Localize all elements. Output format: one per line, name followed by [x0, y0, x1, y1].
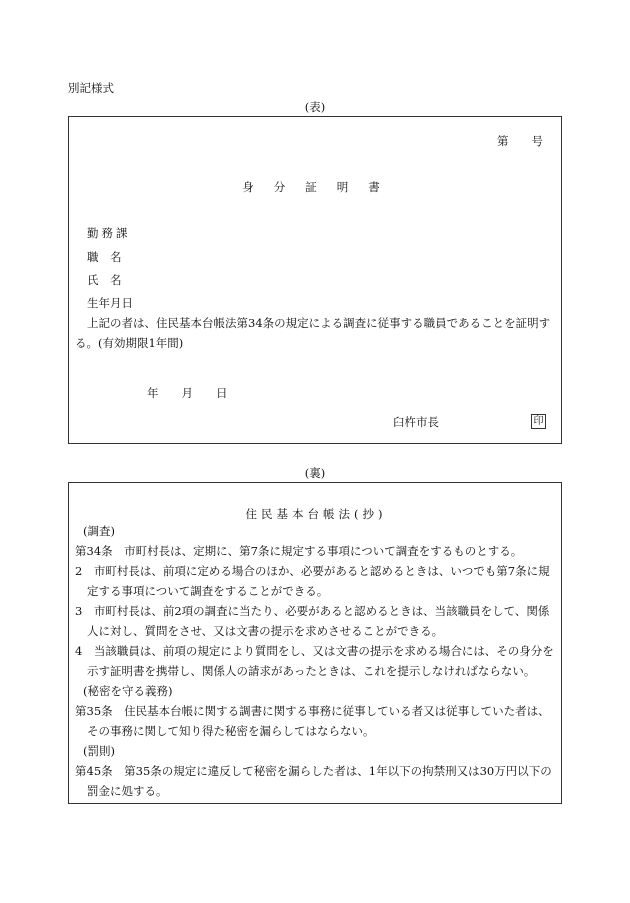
field-name: 氏 名	[87, 273, 122, 287]
number-label: 第 号	[497, 134, 543, 148]
statement: 上記の者は、住民基本台帳法第34条の規定による調査に従事する職員であることを証明する。(有効期限1年間)	[75, 316, 551, 350]
article-34-para-4: 4 当該職員は、前項の規定により質問をし、又は文書の提示を求める場合には、その身分を示す証明書を携帯し、関係人の請求があったときは、これを提示しなければならない。	[75, 644, 554, 678]
article-45: 第45条 第35条の規定に違反して秘密を漏らした者は、1年以下の拘禁刑又は30万円以下の罰金に処する。	[75, 764, 552, 798]
card-title: 身分証明書	[242, 180, 400, 194]
article-35: 第35条 住民基本台帳に関する調書に関する事務に従事している者又は従事していた者は、その事務に関して知り得た秘密を漏らしてはならない。	[75, 704, 550, 738]
issuer: 臼杵市長	[393, 415, 439, 429]
date-line: 年 月 日	[147, 386, 228, 400]
back-side-label: (裏)	[304, 466, 326, 480]
heading-penalty: (罰則)	[83, 744, 115, 758]
form-label: 別記様式	[68, 81, 114, 95]
seal-stamp: 印	[531, 414, 546, 429]
article-34-para-2: 2 市町村長は、前項に定める場合のほか、必要があると認めるときは、いつでも第7条に規定する事項について調査をすることができる。	[75, 564, 550, 598]
article-34: 第34条 市町村長は、定期に、第7条に規定する事項について調査をするものとする。	[75, 544, 523, 558]
field-department: 勤務課	[87, 226, 131, 240]
back-card	[68, 482, 562, 804]
article-34-para-3: 3 市町村長は、前2項の調査に当たり、必要があると認めるときは、当該職員をして、関係人に対し、質問をさせ、又は文書の提示を求めさせることができる。	[75, 604, 550, 638]
heading-survey: (調査)	[83, 524, 115, 538]
field-position: 職 名	[87, 250, 122, 264]
heading-confidentiality: (秘密を守る義務)	[83, 684, 173, 698]
front-card	[68, 116, 562, 444]
field-birthdate: 生年月日	[87, 296, 133, 310]
law-title: 住民基本台帳法(抄)	[245, 507, 387, 521]
front-side-label: (表)	[304, 100, 326, 114]
